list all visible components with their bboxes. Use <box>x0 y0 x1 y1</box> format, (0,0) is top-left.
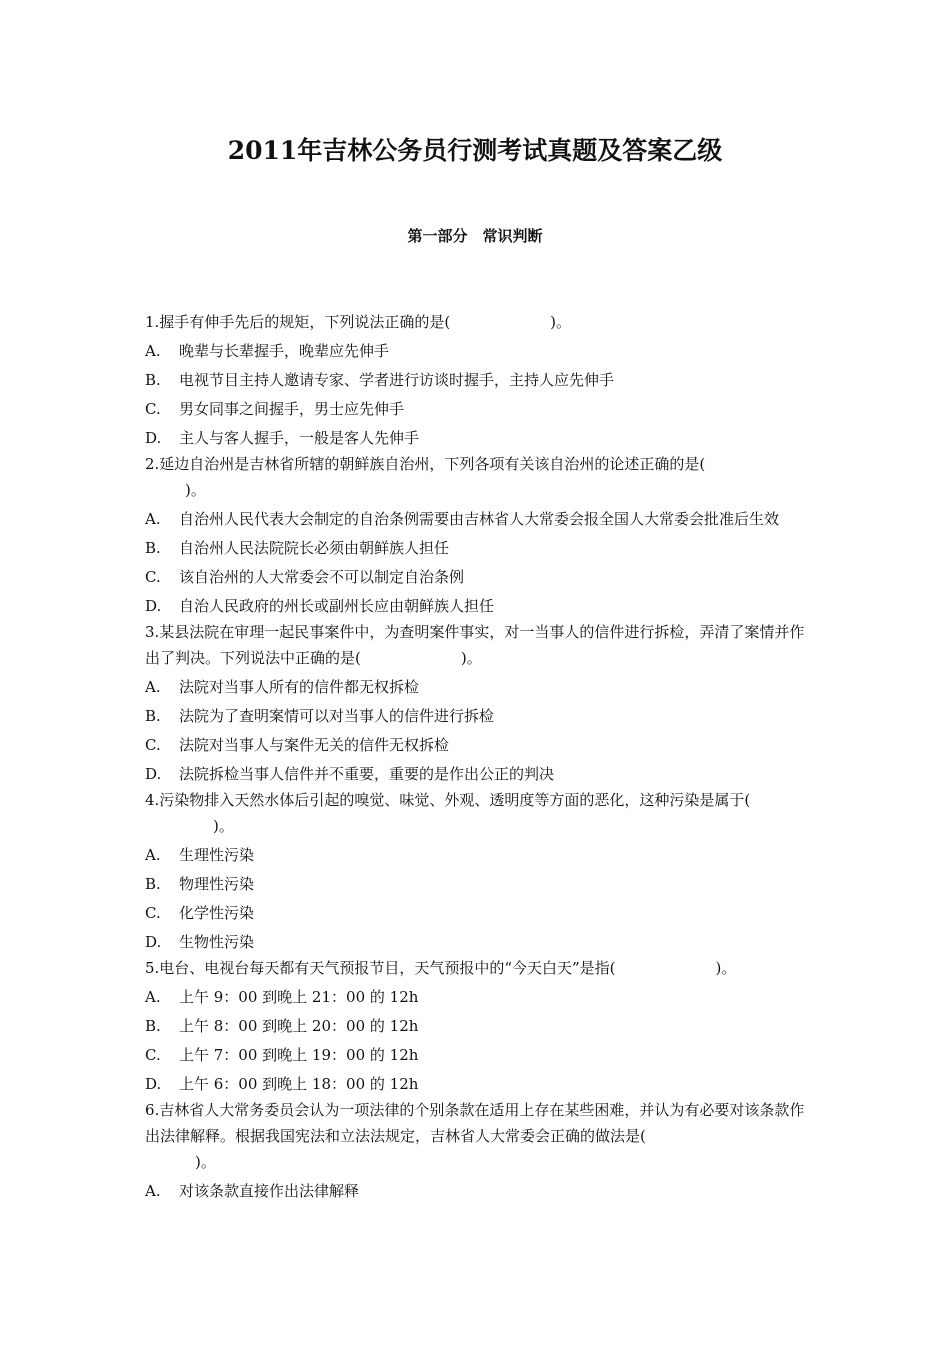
option-d <box>145 593 810 619</box>
option-letter: C. <box>145 904 161 922</box>
question-stem <box>145 309 810 335</box>
question-4 <box>145 787 810 955</box>
question-stem-end: )。 <box>460 649 482 667</box>
option-letter: A. <box>145 678 161 696</box>
document-title: 2011年吉林公务员行测考试真题及答案乙级 <box>227 136 723 165</box>
option-letter: D. <box>145 597 162 615</box>
option-letter: A. <box>145 1182 161 1200</box>
option-d <box>145 1071 810 1097</box>
option-text: 物理性污染 <box>179 875 255 893</box>
option-letter: A. <box>145 846 161 864</box>
option-d <box>145 929 810 955</box>
option-text: 自治州人民代表大会制定的自治条例需要由吉林省人大常委会报全国人大常委会批准后生效 <box>179 510 780 528</box>
question-stem <box>145 619 810 671</box>
option-text: 电视节目主持人邀请专家、学者进行访谈时握手，主持人应先伸手 <box>179 371 615 389</box>
option-c <box>145 732 810 758</box>
option-d <box>145 425 810 451</box>
question-stem-text: 6.吉林省人大常务委员会认为一项法律的个别条款在适用上存在某些困难，并认为有必要对该条款作出法律解释。根据我国宪法和立法法规定，吉林省人大常委会正确的做法是( <box>145 1101 805 1145</box>
option-a <box>145 674 810 700</box>
option-text: 法院为了查明案情可以对当事人的信件进行拆检 <box>179 707 495 725</box>
option-c <box>145 1042 810 1068</box>
option-text: 生物性污染 <box>179 933 255 951</box>
option-letter: C. <box>145 1046 161 1064</box>
option-b <box>145 703 810 729</box>
option-letter: C. <box>145 568 161 586</box>
option-text: 对该条款直接作出法律解释 <box>179 1182 360 1200</box>
option-letter: B. <box>145 539 161 557</box>
question-stem <box>145 451 810 503</box>
option-c <box>145 900 810 926</box>
question-1 <box>145 309 810 451</box>
option-a <box>145 842 810 868</box>
option-text: 上午 9：00 到晚上 21：00 的 12h <box>179 988 419 1006</box>
option-text: 生理性污染 <box>179 846 255 864</box>
option-a <box>145 338 810 364</box>
option-text: 主人与客人握手，一般是客人先伸手 <box>179 429 420 447</box>
option-d <box>145 761 810 787</box>
question-stem <box>145 1097 810 1175</box>
option-letter: A. <box>145 342 161 360</box>
option-letter: B. <box>145 707 161 725</box>
option-text: 法院拆检当事人信件并不重要，重要的是作出公正的判决 <box>179 765 555 783</box>
question-stem-end: )。 <box>213 817 234 835</box>
option-letter: C. <box>145 736 161 754</box>
option-text: 上午 8：00 到晚上 20：00 的 12h <box>179 1017 419 1035</box>
option-text: 上午 6：00 到晚上 18：00 的 12h <box>179 1075 419 1093</box>
question-stem-text: 3.某县法院在审理一起民事案件中，为查明案件事实，对一当事人的信件进行拆检，弄清了案情并作出了判决。下列说法中正确的是( <box>145 623 805 667</box>
option-letter: B. <box>145 1017 161 1035</box>
option-letter: D. <box>145 933 162 951</box>
question-stem-text: 4.污染物排入天然水体后引起的嗅觉、味觉、外观、透明度等方面的恶化，这种污染是属于( <box>145 791 751 809</box>
option-a <box>145 984 810 1010</box>
option-a <box>145 506 810 532</box>
question-stem <box>145 787 810 839</box>
option-text: 上午 7：00 到晚上 19：00 的 12h <box>179 1046 419 1064</box>
option-letter: D. <box>145 429 162 447</box>
question-stem-end: )。 <box>185 481 206 499</box>
option-b <box>145 1013 810 1039</box>
option-letter: D. <box>145 1075 162 1093</box>
option-letter: B. <box>145 875 161 893</box>
option-b <box>145 535 810 561</box>
question-5 <box>145 955 810 1097</box>
option-a <box>145 1178 810 1204</box>
option-text: 晚辈与长辈握手，晚辈应先伸手 <box>179 342 390 360</box>
option-letter: C. <box>145 400 161 418</box>
option-text: 自治州人民法院院长必须由朝鲜族人担任 <box>179 539 450 557</box>
option-letter: A. <box>145 510 161 528</box>
option-c <box>145 564 810 590</box>
option-letter: D. <box>145 765 162 783</box>
section-title: 第一部分 常识判断 <box>407 227 543 245</box>
question-stem-text: 2.延边自治州是吉林省所辖的朝鲜族自治州，下列各项有关该自治州的论述正确的是( <box>145 455 706 473</box>
question-6 <box>145 1097 810 1204</box>
option-b <box>145 871 810 897</box>
question-2 <box>145 451 810 619</box>
question-stem-end: )。 <box>715 959 737 977</box>
option-letter: B. <box>145 371 161 389</box>
option-text: 化学性污染 <box>179 904 255 922</box>
option-text: 该自治州的人大常委会不可以制定自治条例 <box>179 568 465 586</box>
option-text: 法院对当事人所有的信件都无权拆检 <box>179 678 420 696</box>
option-letter: A. <box>145 988 161 1006</box>
question-stem-end: )。 <box>195 1153 216 1171</box>
option-text: 男女同事之间握手，男士应先伸手 <box>179 400 405 418</box>
option-text: 自治人民政府的州长或副州长应由朝鲜族人担任 <box>179 597 495 615</box>
question-list <box>145 309 810 1204</box>
option-c <box>145 396 810 422</box>
question-stem-text: 1.握手有伸手先后的规矩，下列说法正确的是( <box>145 313 451 331</box>
option-b <box>145 367 810 393</box>
question-stem <box>145 955 810 981</box>
question-stem-end: )。 <box>550 313 572 331</box>
question-stem-text: 5.电台、电视台每天都有天气预报节目，天气预报中的“今天白天”是指( <box>145 959 616 977</box>
option-text: 法院对当事人与案件无关的信件无权拆检 <box>179 736 450 754</box>
question-3 <box>145 619 810 787</box>
